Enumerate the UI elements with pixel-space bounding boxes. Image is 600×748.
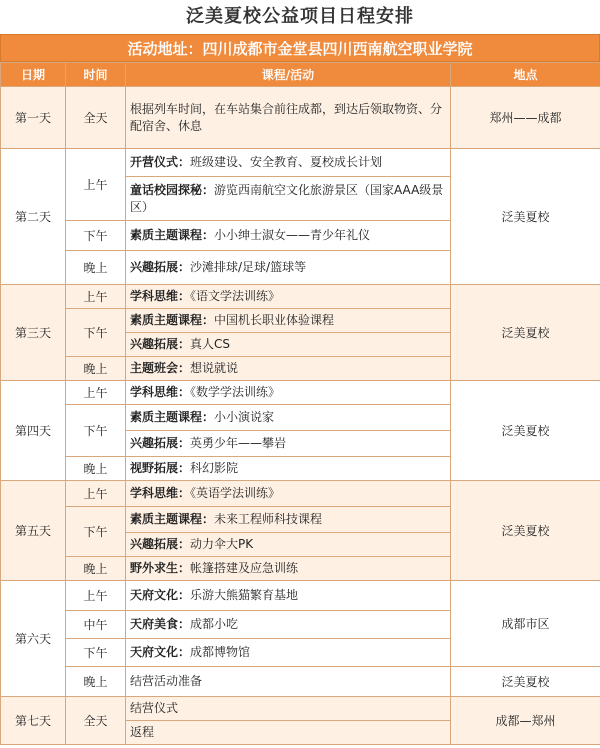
activity-key: 兴趣拓展： [130, 436, 191, 450]
activity-key: 素质主题课程： [130, 512, 215, 526]
time-cell: 下午 [66, 405, 126, 457]
activity-address: 活动地址：四川成都市金堂县四川西南航空职业学院 [0, 34, 600, 62]
activity-cell [126, 381, 451, 405]
time-cell: 中午 [66, 611, 126, 639]
time-cell: 下午 [66, 639, 126, 667]
activity-text: 根据列车时间，在车站集合前往成都，到达后领取物资、分配宿舍、休息 [130, 101, 443, 133]
table-row [1, 697, 600, 721]
activity-text: 想说就说 [190, 361, 239, 375]
activity-key: 野外求生： [130, 561, 191, 575]
activity-key: 学科思维： [130, 486, 191, 500]
time-cell: 上午 [66, 149, 126, 221]
activity-key: 天府文化： [130, 645, 191, 659]
header-time: 时间 [66, 63, 126, 87]
day-cell: 第五天 [1, 481, 66, 581]
activity-key: 兴趣拓展： [130, 260, 191, 274]
table-row [1, 149, 600, 177]
place-cell: 泛美夏校 [451, 381, 600, 481]
time-cell: 晚上 [66, 557, 126, 581]
activity-cell [126, 87, 451, 149]
activity-key: 兴趣拓展： [130, 337, 191, 351]
place-cell: 泛美夏校 [451, 481, 600, 581]
activity-text: 动力伞大PK [190, 537, 254, 551]
activity-cell [126, 431, 451, 457]
activity-cell [126, 405, 451, 431]
activity-cell [126, 533, 451, 557]
activity-cell [126, 221, 451, 251]
activity-key: 素质主题课程： [130, 313, 215, 327]
activity-cell [126, 581, 451, 611]
activity-text: 结营仪式 [130, 701, 179, 715]
activity-text: 英勇少年——攀岩 [190, 436, 287, 450]
activity-text: 科幻影院 [190, 461, 239, 475]
activity-key: 开营仪式： [130, 155, 191, 169]
day-cell: 第四天 [1, 381, 66, 481]
activity-cell [126, 309, 451, 333]
time-cell: 上午 [66, 381, 126, 405]
activity-cell [126, 149, 451, 177]
schedule-table [0, 62, 600, 745]
activity-key: 素质主题课程： [130, 410, 215, 424]
time-cell: 晚上 [66, 667, 126, 697]
day-cell: 第二天 [1, 149, 66, 285]
activity-cell [126, 177, 451, 221]
place-cell: 泛美夏校 [451, 149, 600, 285]
activity-cell [126, 333, 451, 357]
day-cell: 第六天 [1, 581, 66, 697]
activity-text: 中国机长职业体验课程 [214, 313, 335, 327]
activity-key: 素质主题课程： [130, 228, 215, 242]
activity-text: 返程 [130, 725, 155, 739]
activity-text: 《语文学法训练》 [190, 289, 281, 303]
place-cell: 郑州——成都 [451, 87, 600, 149]
activity-text: 小小绅士淑女——青少年礼仪 [214, 228, 371, 242]
time-cell: 下午 [66, 507, 126, 557]
activity-text: 游览西南航空文化旅游景区（国家AAA级景区） [130, 182, 444, 214]
activity-text: 乐游大熊猫繁育基地 [190, 588, 299, 602]
header-activity: 课程/活动 [126, 63, 451, 87]
table-row [1, 87, 600, 149]
activity-cell [126, 697, 451, 721]
table-header-row [1, 63, 600, 87]
activity-text: 小小演说家 [214, 410, 275, 424]
page-title: 泛美夏校公益项目日程安排 [186, 6, 414, 27]
activity-text: 真人CS [190, 337, 231, 351]
activity-cell [126, 611, 451, 639]
activity-key: 童话校园探秘： [130, 182, 215, 197]
activity-cell [126, 667, 451, 697]
activity-text: 沙滩排球/足球/篮球等 [190, 260, 307, 274]
place-cell: 泛美夏校 [451, 285, 600, 381]
table-row [1, 285, 600, 309]
activity-text: 《英语学法训练》 [190, 486, 281, 500]
activity-cell [126, 639, 451, 667]
time-cell: 晚上 [66, 457, 126, 481]
table-row [1, 667, 600, 697]
place-cell: 泛美夏校 [451, 667, 600, 697]
time-cell: 下午 [66, 221, 126, 251]
table-row [1, 481, 600, 507]
activity-text: 成都博物馆 [190, 645, 251, 659]
activity-text: 帐篷搭建及应急训练 [190, 561, 299, 575]
place-cell: 成都市区 [451, 581, 600, 667]
table-row [1, 381, 600, 405]
activity-key: 学科思维： [130, 289, 191, 303]
activity-key: 主题班会： [130, 361, 191, 375]
activity-cell [126, 557, 451, 581]
time-cell: 全天 [66, 87, 126, 149]
activity-key: 学科思维： [130, 385, 191, 399]
activity-cell [126, 285, 451, 309]
header-place: 地点 [451, 63, 600, 87]
time-cell: 晚上 [66, 357, 126, 381]
activity-text: 结营活动准备 [130, 674, 203, 688]
table-row [1, 581, 600, 611]
place-cell: 成都—郑州 [451, 697, 600, 745]
time-cell: 上午 [66, 481, 126, 507]
activity-cell [126, 721, 451, 745]
activity-key: 兴趣拓展： [130, 537, 191, 551]
activity-text: 未来工程师科技课程 [214, 512, 323, 526]
day-cell: 第三天 [1, 285, 66, 381]
time-cell: 全天 [66, 697, 126, 745]
activity-text: 成都小吃 [190, 617, 239, 631]
activity-text: 班级建设、安全教育、夏校成长计划 [190, 155, 383, 169]
activity-key: 视野拓展： [130, 461, 191, 475]
activity-cell [126, 481, 451, 507]
day-cell: 第一天 [1, 87, 66, 149]
activity-cell [126, 357, 451, 381]
header-date: 日期 [1, 63, 66, 87]
time-cell: 上午 [66, 285, 126, 309]
activity-key: 天府美食： [130, 617, 191, 631]
time-cell: 晚上 [66, 251, 126, 285]
time-cell: 上午 [66, 581, 126, 611]
activity-key: 天府文化： [130, 588, 191, 602]
day-cell: 第七天 [1, 697, 66, 745]
time-cell: 下午 [66, 309, 126, 357]
activity-cell [126, 457, 451, 481]
activity-cell [126, 507, 451, 533]
activity-text: 《数学学法训练》 [190, 385, 281, 399]
activity-cell [126, 251, 451, 285]
